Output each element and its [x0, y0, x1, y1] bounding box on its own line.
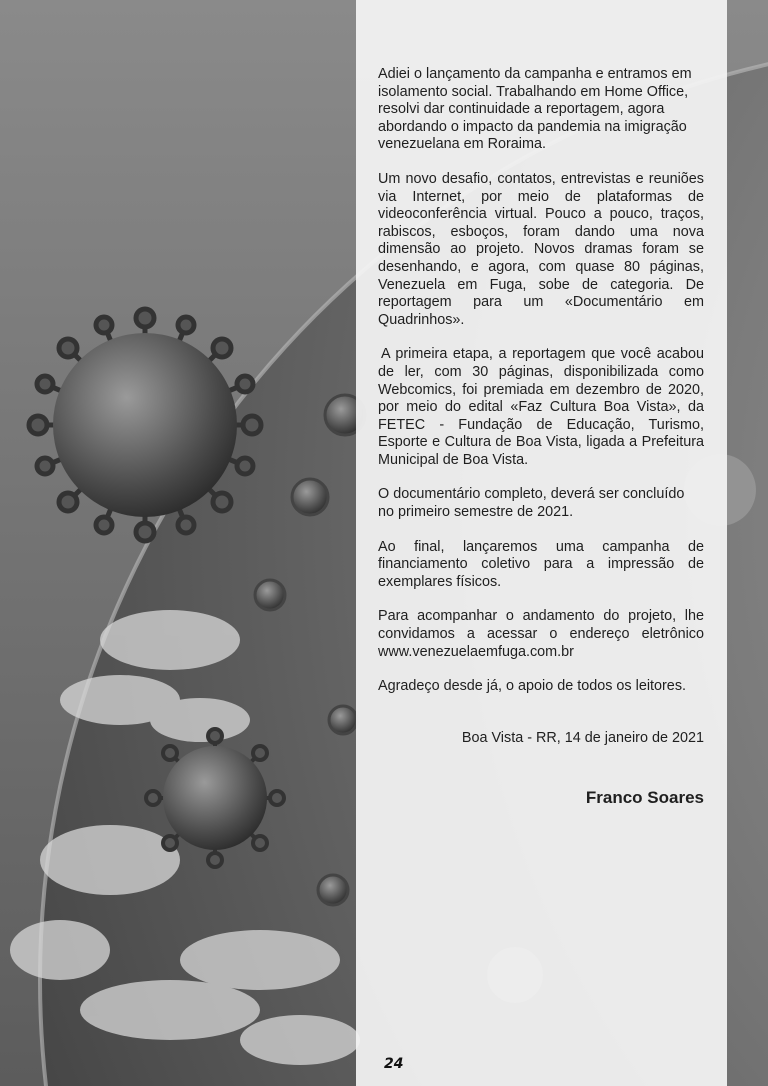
page-number: 24: [384, 1056, 404, 1072]
paragraph-7: Agradeço desde já, o apoio de todos os leitores.: [378, 678, 687, 695]
virus-icon-large: [29, 309, 261, 541]
virus-icon-medium: [146, 729, 284, 867]
paragraph-5: Ao final, lançaremos uma campanha de financiamento coletivo para a impressão de exemplares físicos.: [378, 538, 704, 590]
place-date: Boa Vista - RR, 14 de janeiro de 2021: [461, 729, 704, 746]
paragraph-3: A primeira etapa, a reportagem que você acabou de ler, com 30 páginas, disponibilizada como Webcomics, foi premiada em dezembro de 2020, por meio do edital «Faz Cultura Boa Vista», da FETEC - Fundação de Educação, Turismo, Esporte e Cultura de Boa Vista, ligada a Prefeitura Municipal de Boa Vista.: [378, 346, 704, 468]
paragraph-6: Para acompanhar o andamento do projeto, lhe convidamos a acessar o endereço eletrônico www.venezuelaemfuga.com.br: [378, 608, 704, 660]
article-body: [378, 66, 704, 824]
author-signature: Franco Soares: [585, 788, 704, 808]
paragraph-2: Um novo desafio, contatos, entrevistas e reuniões via Internet, por meio de plataformas de videoconferência virtual. Pouco a pouco, traços, rabiscos, esboços, foram dando uma nova dimensão ao projeto. Novos dramas foram se desenhando, e agora, com quase 80 páginas, Venezuela em Fuga, sobe de categoria. De reportagem para um «Documentário em Quadrinhos».: [378, 170, 704, 328]
paragraph-4: O documentário completo, deverá ser concluído no primeiro semestre de 2021.: [378, 486, 685, 521]
paragraph-1: Adiei o lançamento da campanha e entramos em isolamento social. Trabalhando em Home Office, resolvi dar continuidade a reportagem, agora abordando o impacto da pandemia na imigração venezuelana em Roraima.: [378, 66, 692, 153]
